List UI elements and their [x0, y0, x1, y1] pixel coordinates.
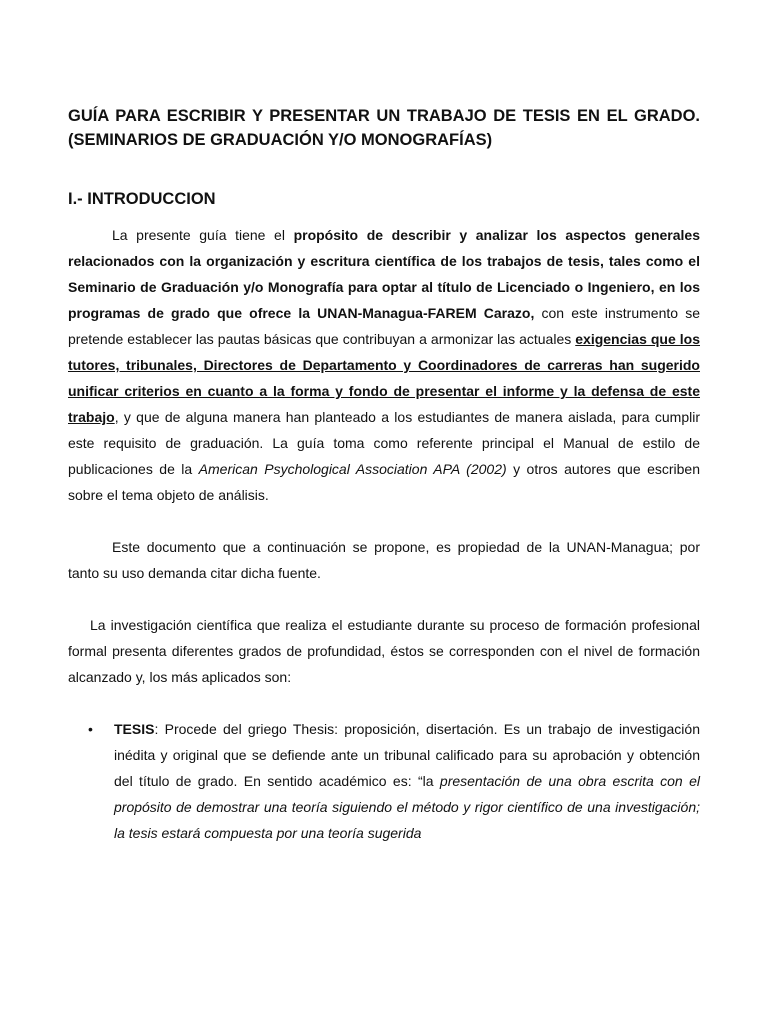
intro-text-1: La presente guía tiene el: [112, 227, 294, 243]
intro-underlined-requirements: exigencias que los tutores, tribunales, Directores de Departamento y Coordinadores de carreras han sugerido unificar criterios en cuanto a la forma y fondo de presentar el informe y la defensa de este trabajo: [68, 331, 700, 425]
intro-text-4: y otros autores que escriben sobre el tema objeto de análisis.: [68, 461, 700, 503]
intro-italic-reference: American Psychological Association APA (2002): [198, 461, 507, 477]
bullet-term: TESIS: [114, 721, 155, 737]
bullet-text: : Procede del griego Thesis: proposición, disertación. Es un trabajo de investigación inédita y original que se defiende ante un tribunal calificado para su aprobación y obtención del título de grado. En sentido académico es: “la: [114, 721, 700, 789]
intro-text-3: , y que de alguna manera han planteado a los estudiantes de manera aislada, para cumplir este requisito de graduación. La guía toma como referente principal el Manual de estilo de publicaciones de la: [68, 409, 700, 477]
intro-bold-purpose: propósito de describir y analizar los aspectos generales relacionados con la organización y escritura científica de los trabajos de tesis, tales como el Seminario de Graduación y/o Monografía para optar al título de Licenciado o Ingeniero, en los programas de grado que ofrece la UNAN-Managua-FAREM Carazo,: [68, 227, 700, 321]
bullet-italic-text: presentación de una obra escrita con el propósito de demostrar una teoría siguiendo el método y rigor científico de una investigación; la tesis estará compuesta por una teoría sugerida: [114, 773, 700, 841]
list-item: [68, 716, 700, 846]
ownership-paragraph: [68, 534, 700, 586]
research-text: La investigación científica que realiza el estudiante durante su proceso de formación profesional formal presenta diferentes grados de profundidad, éstos se corresponden con el nivel de formación alcanzado y, los más aplicados son:: [68, 617, 700, 685]
grade-types-list: [68, 716, 700, 846]
ownership-text: Este documento que a continuación se propone, es propiedad de la UNAN-Managua; por tanto su uso demanda citar dicha fuente.: [68, 539, 700, 581]
research-paragraph: [68, 612, 700, 690]
bullet-marker: •: [88, 721, 93, 737]
section-heading: I.- INTRODUCCION: [68, 190, 216, 208]
intro-paragraph: [68, 222, 700, 508]
intro-text-2: con este instrumento se pretende establecer las pautas básicas que contribuyan a armonizar las actuales: [68, 305, 700, 347]
document-title: GUÍA PARA ESCRIBIR Y PRESENTAR UN TRABAJO DE TESIS EN EL GRADO. (SEMINARIOS DE GRADUACIÓN Y/O MONOGRAFÍAS): [68, 107, 700, 149]
